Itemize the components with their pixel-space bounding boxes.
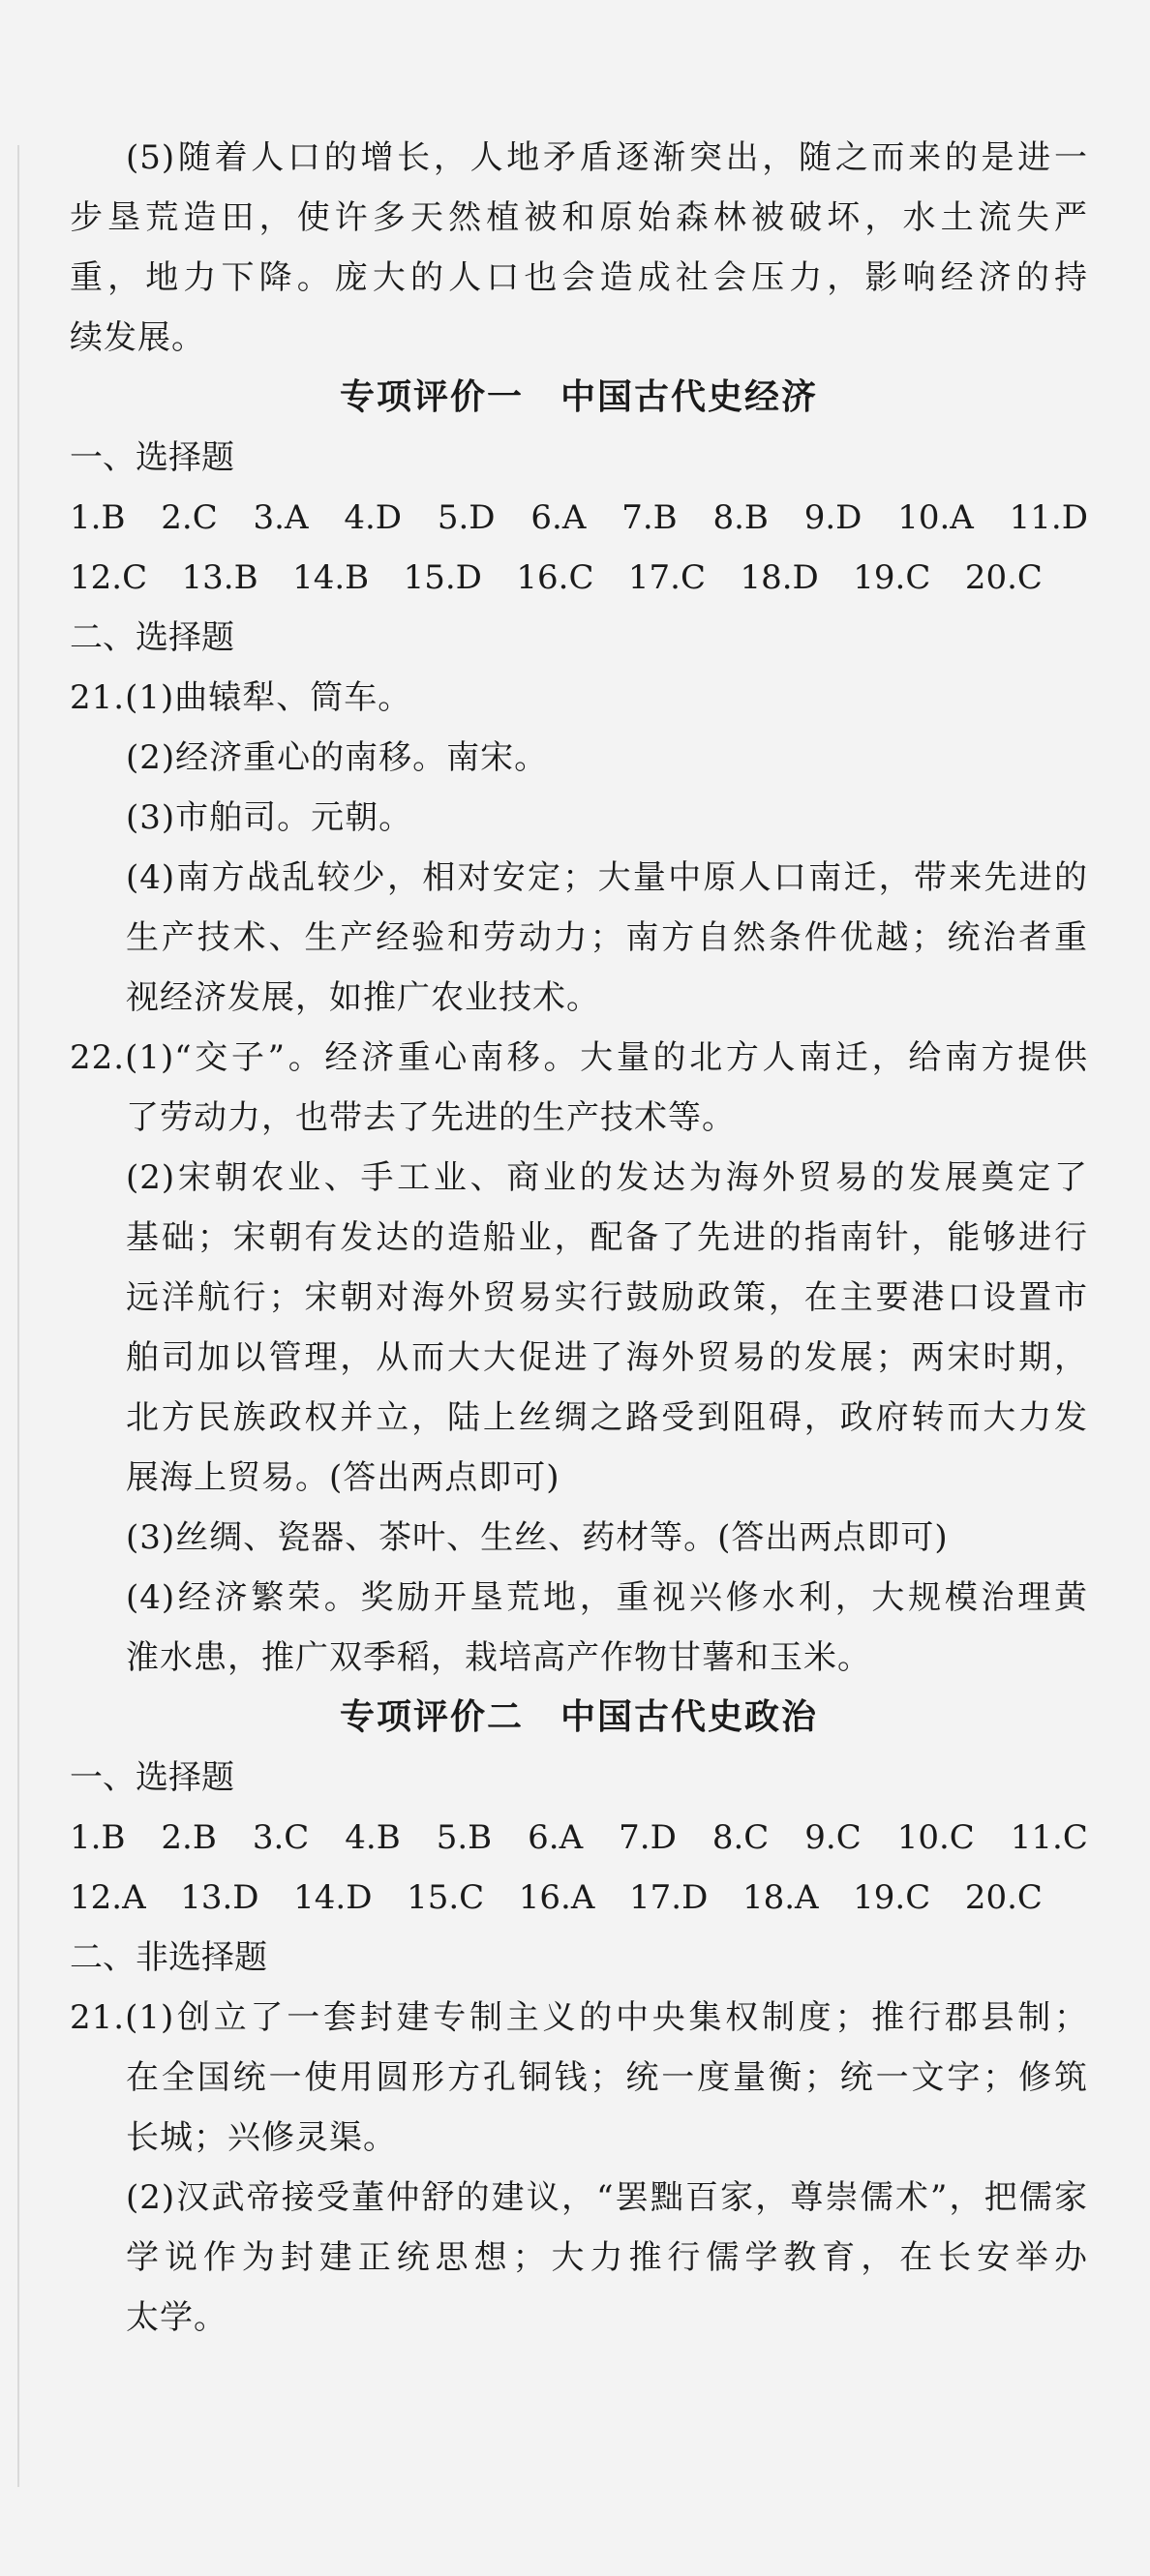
text-line: (2)经济重心的南移。南宋。 <box>126 738 549 777</box>
answer-item: 2.B <box>161 1818 217 1857</box>
answer-item: 10.C <box>896 1818 975 1857</box>
answer-item: 13.B <box>181 558 258 597</box>
answer-item: 16.C <box>516 558 594 597</box>
answer-item: 11.D <box>1009 498 1088 537</box>
text-line: 淮水患，推广双季稻，栽培高产作物甘薯和玉米。 <box>126 1638 871 1677</box>
text-line: 在全国统一使用圆形方孔铜钱；统一度量衡；统一文字；修筑 <box>126 2058 1088 2097</box>
answer-item: 5.D <box>437 498 496 537</box>
answer-item: 13.D <box>180 1878 259 1917</box>
answer-item: 9.C <box>804 1818 862 1857</box>
nonchoice-heading: 二、非选择题 <box>70 1938 267 1977</box>
binding-margin-line <box>17 145 19 2487</box>
section-title-economy: 专项评价一 中国古代史经济 <box>339 377 818 417</box>
answer-item: 16.A <box>518 1878 595 1917</box>
choice-heading: 一、选择题 <box>70 438 234 477</box>
answer-item: 12.A <box>70 1878 146 1917</box>
answer-item: 12.C <box>70 558 148 597</box>
text-line: 重，地力下降。庞大的人口也会造成社会压力，影响经济的持 <box>70 258 1088 297</box>
text-line: (3)市舶司。元朝。 <box>126 798 413 837</box>
text-line: 远洋航行；宋朝对海外贸易实行鼓励政策，在主要港口设置市 <box>126 1278 1088 1317</box>
answer-item: 8.B <box>712 498 769 537</box>
text-line: 生产技术、生产经验和劳动力；南方自然条件优越；统治者重 <box>126 918 1088 957</box>
answer-item: 20.C <box>964 558 1043 597</box>
text-line: 续发展。 <box>70 318 205 357</box>
choice-heading: 一、选择题 <box>70 1758 234 1797</box>
answer-item: 5.B <box>436 1818 493 1857</box>
answer-item: 14.B <box>292 558 370 597</box>
text-line: (2)汉武帝接受董仲舒的建议，“罢黜百家，尊崇儒术”，把儒家 <box>126 2178 1088 2217</box>
text-line: (3)丝绸、瓷器、茶叶、生丝、药材等。(答出两点即可) <box>126 1518 949 1557</box>
answer-item: 4.D <box>344 498 403 537</box>
answer-page <box>70 128 1088 2348</box>
answer-item: 6.A <box>530 498 587 537</box>
text-line: 展海上贸易。(答出两点即可) <box>126 1458 560 1497</box>
answer-item: 10.A <box>897 498 974 537</box>
answer-row <box>70 1808 1088 1868</box>
answer-item: 15.C <box>407 1878 485 1917</box>
answer-row <box>70 488 1088 548</box>
section-title-politics: 专项评价二 中国古代史政治 <box>339 1697 818 1737</box>
answer-item: 11.C <box>1010 1818 1088 1857</box>
text-line: 了劳动力，也带去了先进的生产技术等。 <box>126 1098 736 1137</box>
text-line: 舶司加以管理，从而大大促进了海外贸易的发展；两宋时期， <box>126 1338 1088 1377</box>
answer-item: 3.A <box>253 498 309 537</box>
answer-item: 4.B <box>345 1818 401 1857</box>
answer-item: 7.B <box>621 498 678 537</box>
answer-item: 3.C <box>252 1818 310 1857</box>
answer-item: 8.C <box>711 1818 770 1857</box>
nonchoice-heading: 二、选择题 <box>70 618 234 657</box>
answer-item: 20.C <box>964 1878 1043 1917</box>
answer-item: 19.C <box>853 1878 931 1917</box>
answer-item: 18.A <box>741 1878 819 1917</box>
answer-item: 15.D <box>403 558 482 597</box>
text-line: 21.(1)曲辕犁、筒车。 <box>70 678 412 717</box>
answer-item: 17.D <box>629 1878 709 1917</box>
text-line: 长城；兴修灵渠。 <box>126 2118 397 2157</box>
text-line: (4)经济繁荣。奖励开垦荒地，重视兴修水利，大规模治理黄 <box>126 1578 1088 1617</box>
answer-item: 9.D <box>803 498 862 537</box>
text-line: (4)南方战乱较少，相对安定；大量中原人口南迁，带来先进的 <box>126 858 1088 897</box>
text-line: 学说作为封建正统思想；大力推行儒学教育，在长安举办 <box>126 2238 1088 2277</box>
answer-item: 1.B <box>70 498 126 537</box>
text-line: 基础；宋朝有发达的造船业，配备了先进的指南针，能够进行 <box>126 1218 1088 1257</box>
text-line: (2)宋朝农业、手工业、商业的发达为海外贸易的发展奠定了 <box>126 1158 1088 1197</box>
text-line: 21.(1)创立了一套封建专制主义的中央集权制度；推行郡县制； <box>70 1998 1088 2037</box>
answer-item: 6.A <box>528 1818 584 1857</box>
text-line: 视经济发展，如推广农业技术。 <box>126 978 600 1017</box>
answer-item: 14.D <box>293 1878 373 1917</box>
answer-item: 19.C <box>853 558 931 597</box>
answer-item: 18.D <box>740 558 819 597</box>
text-line: 步垦荒造田，使许多天然植被和原始森林被破坏，水土流失严 <box>70 198 1088 237</box>
answer-item: 17.C <box>627 558 707 597</box>
answer-item: 1.B <box>70 1818 126 1857</box>
text-line: 22.(1)“交子”。经济重心南移。大量的北方人南迁，给南方提供 <box>70 1038 1088 1077</box>
answer-row <box>70 548 1043 608</box>
text-line: (5)随着人口的增长，人地矛盾逐渐突出，随之而来的是进一 <box>126 138 1088 177</box>
answer-row <box>70 1868 1043 1928</box>
answer-item: 2.C <box>161 498 218 537</box>
answer-item: 7.D <box>619 1818 677 1857</box>
text-line: 太学。 <box>126 2298 227 2337</box>
intro-paragraph <box>70 128 1088 368</box>
text-line: 北方民族政权并立，陆上丝绸之路受到阻碍，政府转而大力发 <box>126 1398 1088 1437</box>
